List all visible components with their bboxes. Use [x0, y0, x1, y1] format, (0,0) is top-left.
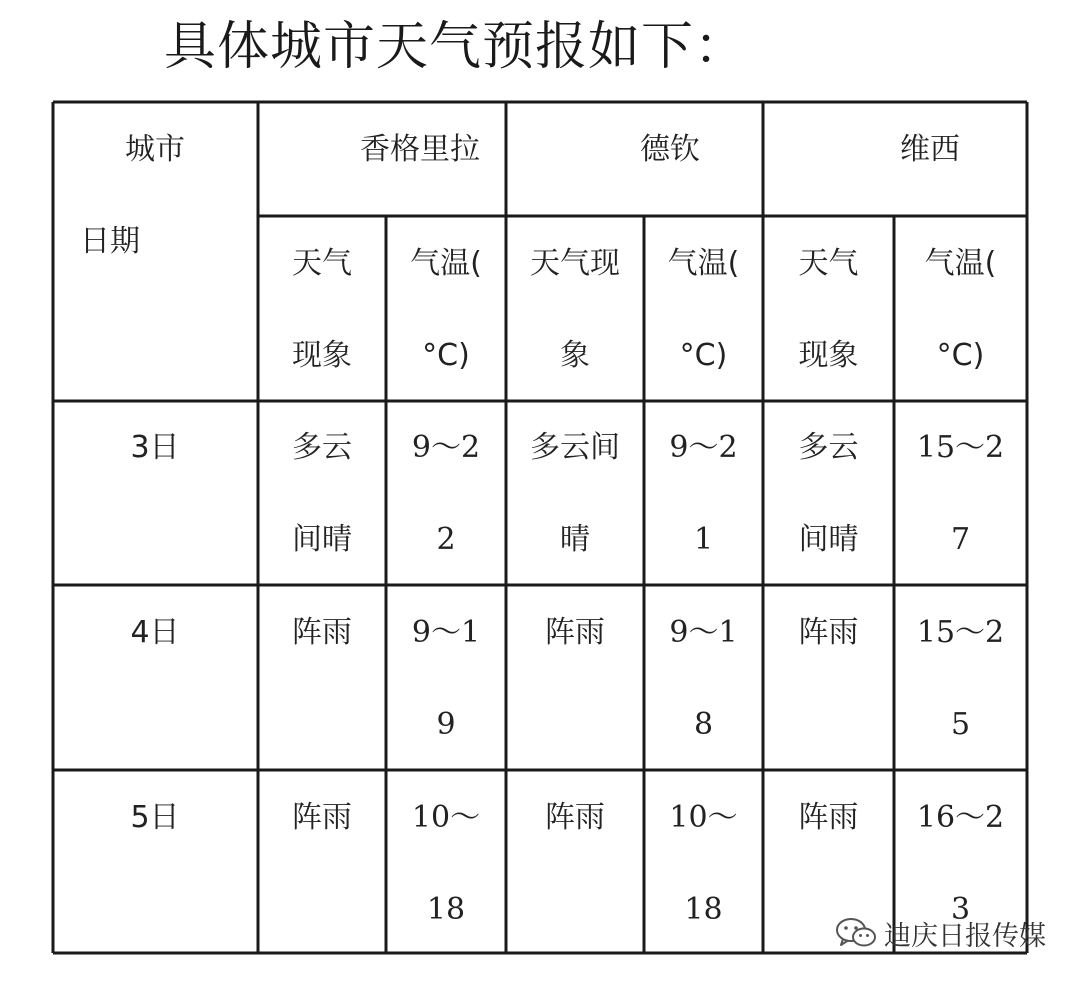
subheader-weather: 天气现 象 [530, 246, 620, 373]
wechat-icon [834, 916, 878, 950]
temperature-cell: 10～ 18 [669, 800, 738, 927]
temperature-cell: 10～ 18 [411, 800, 481, 927]
watermark-text: 迪庆日报传媒 [884, 920, 1046, 952]
weather-cell: 多云间 晴 [530, 430, 620, 557]
temperature-cell: 15～2 7 [916, 430, 1005, 557]
weather-cell: 多云 间晴 [292, 430, 352, 557]
weather-cell: 阵雨 [292, 800, 352, 835]
subheader-temperature: 气温( °C) [924, 246, 997, 373]
date-cell: 5日 [130, 800, 180, 835]
temperature-cell: 15～2 5 [916, 615, 1005, 742]
date-cell: 4日 [130, 615, 180, 650]
corner-date-label: 日期 [80, 224, 140, 259]
city-header-weixi: 维西 [900, 132, 960, 167]
page-title: 具体城市天气预报如下： [164, 17, 748, 77]
temperature-cell: 9～1 8 [669, 615, 738, 742]
subheader-weather: 天气 现象 [292, 246, 352, 373]
weather-cell: 阵雨 [545, 615, 605, 650]
temperature-cell: 9～2 1 [669, 430, 738, 557]
subheader-weather: 天气 现象 [798, 246, 859, 373]
weather-cell: 阵雨 [798, 615, 859, 650]
corner-city-label: 城市 [125, 132, 185, 167]
temperature-cell: 9～2 2 [411, 430, 481, 557]
subheader-temperature: 气温( °C) [410, 246, 482, 373]
watermark [834, 912, 1046, 954]
subheader-temperature: 气温( °C) [667, 246, 740, 373]
date-cell: 3日 [130, 430, 180, 465]
weather-cell: 阵雨 [545, 800, 605, 835]
weather-cell: 阵雨 [292, 615, 352, 650]
temperature-cell: 16～2 3 [916, 800, 1005, 927]
city-header-shangri-la: 香格里拉 [360, 132, 480, 167]
weather-cell: 阵雨 [798, 800, 859, 835]
temperature-cell: 9～1 9 [411, 615, 481, 742]
weather-cell: 多云 间晴 [798, 430, 859, 557]
city-header-deqin: 德钦 [640, 132, 700, 167]
